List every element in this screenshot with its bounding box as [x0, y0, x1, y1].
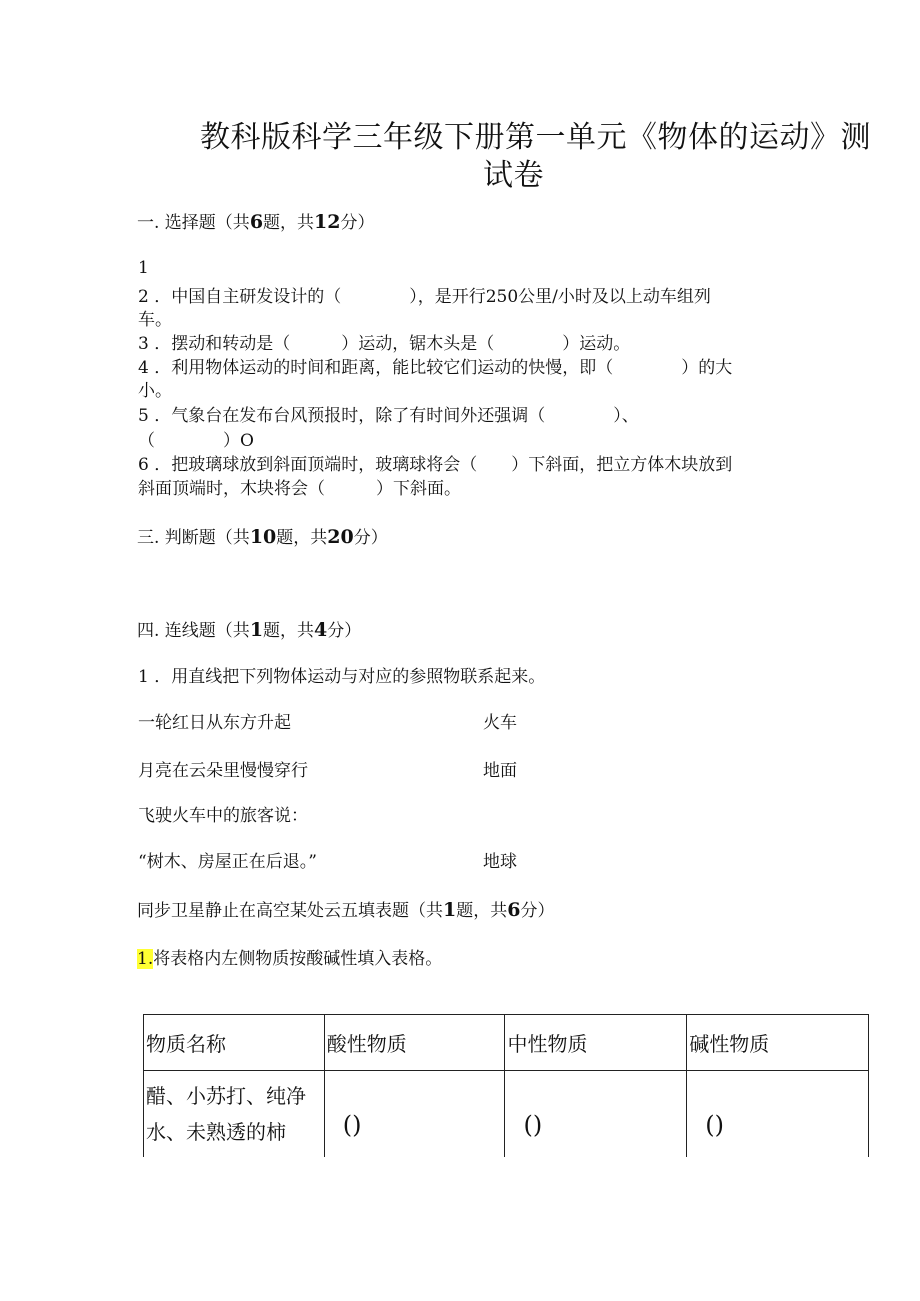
question-4-line2: 小。 — [138, 381, 172, 401]
question-3: 3 ．摆动和转动是（ ）运动，锯木头是（ ）运动。 — [138, 334, 631, 354]
table-header-cell: 酸性物质 — [324, 1015, 505, 1071]
matching-question: 1 ．用直线把下列物体运动与对应的参照物联系起来。 — [138, 667, 546, 687]
question-6-line2: 斜面顶端时，木块将会（ ）下斜面。 — [138, 479, 461, 499]
matching-left-item: “树木、房屋正在后退。” — [138, 852, 317, 872]
question-4-line1: 4 ．利用物体运动的时间和距离，能比较它们运动的快慢，即（ ）的大 — [138, 358, 733, 378]
matching-left-item: 飞驶火车中的旅客说： — [138, 806, 308, 826]
matching-right-item: 地球 — [483, 852, 517, 872]
question-number-highlight: 1. — [137, 949, 154, 969]
section-heading-table: 同步卫星静止在高空某处云五填表题（共1题，共6分） — [137, 899, 555, 921]
section-heading-choice: 一. 选择题（共6题，共12分） — [137, 211, 375, 233]
document-title-line2: 试卷 — [483, 158, 544, 193]
substance-list-line: 水、未熟透的柿 — [146, 1120, 286, 1144]
table-header-cell: 碱性物质 — [687, 1015, 869, 1071]
question-6-line1: 6 ．把玻璃球放到斜面顶端时，玻璃球将会（ ）下斜面，把立方体木块放到 — [138, 455, 733, 475]
answer-cell-acidic[interactable] — [324, 1071, 505, 1158]
answer-blank: () — [523, 1111, 543, 1139]
table-question: 1.将表格内左侧物质按酸碱性填入表格。 — [137, 949, 443, 969]
answer-cell-alkaline[interactable] — [687, 1071, 869, 1158]
document-title-line1: 教科版科学三年级下册第一单元《物体的运动》测 — [200, 120, 871, 155]
question-5-line2: （ ）O — [138, 431, 254, 451]
question-number: 1 — [138, 258, 149, 278]
matching-right-item: 火车 — [483, 713, 517, 733]
classification-table — [143, 1014, 869, 1157]
question-5-line1: 5 ．气象台在发布台风预报时，除了有时间外还强调（ ）、 — [138, 406, 639, 426]
answer-blank: () — [705, 1111, 724, 1139]
matching-left-item: 一轮红日从东方升起 — [138, 713, 291, 733]
matching-left-item: 月亮在云朵里慢慢穿行 — [138, 761, 308, 781]
table-row — [144, 1071, 869, 1158]
substance-list-line: 醋、小苏打、纯净 — [146, 1084, 306, 1108]
section-heading-matching: 四. 连线题（共1题，共4分） — [137, 619, 362, 641]
table-header-cell: 物质名称 — [144, 1015, 325, 1071]
table-header-row — [144, 1015, 869, 1071]
section-heading-judgement: 三. 判断题（共10题，共20分） — [137, 526, 388, 548]
question-2-line2: 车。 — [138, 310, 172, 330]
answer-cell-neutral[interactable] — [505, 1071, 687, 1158]
table-header-cell: 中性物质 — [505, 1015, 687, 1071]
substance-list-cell — [144, 1071, 325, 1158]
answer-blank: () — [342, 1111, 362, 1139]
matching-right-item: 地面 — [483, 761, 517, 781]
question-2-line1: 2 ．中国自主研发设计的（ ），是开行250公里/小时及以上动车组列 — [138, 287, 711, 307]
